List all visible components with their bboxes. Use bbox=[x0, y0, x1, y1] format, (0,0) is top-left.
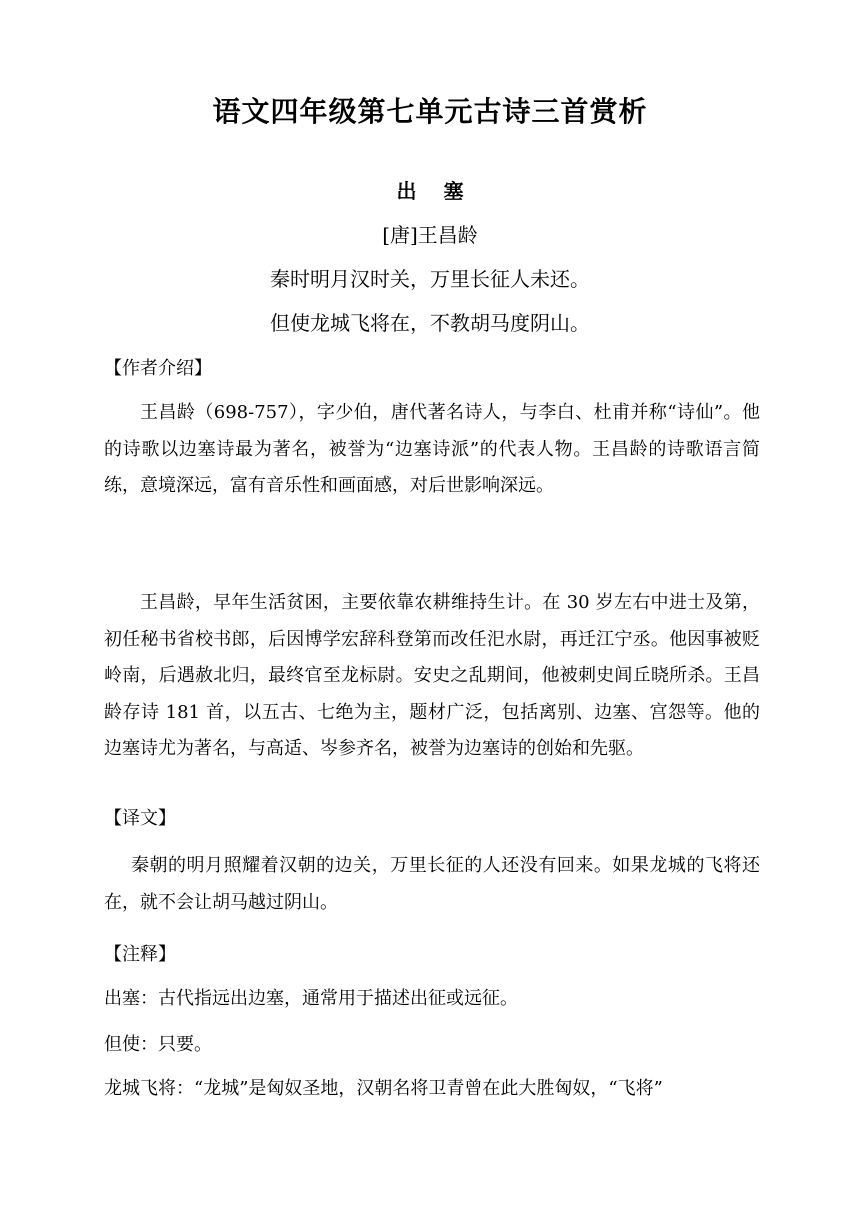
poem-author: [唐]王昌龄 bbox=[382, 223, 478, 247]
document-title: 语文四年级第七单元古诗三首赏析 bbox=[212, 95, 648, 128]
poem-line: 但使龙城飞将在，不教胡马度阴山。 bbox=[270, 311, 590, 335]
notes-heading: 【注释】 bbox=[104, 944, 176, 965]
note-item: 龙城飞将：“龙城”是匈奴圣地，汉朝名将卫青曾在此大胜匈奴，“飞将” bbox=[104, 1078, 663, 1099]
translation-heading: 【译文】 bbox=[104, 808, 176, 829]
author-intro-heading: 【作者介绍】 bbox=[104, 358, 212, 379]
poem-line: 秦时明月汉时关，万里长征人未还。 bbox=[270, 267, 590, 291]
author-intro-paragraph: 王昌龄（698-757），字少伯，唐代著名诗人，与李白、杜甫并称“诗仙”。他的诗歌以边塞诗最为著名，被誉为“边塞诗派”的代表人物。王昌龄的诗歌语言简练，意境深远，富有音乐性和画面感，对后世影响深远。 bbox=[104, 402, 760, 496]
author-intro-paragraph: 王昌龄，早年生活贫困，主要依靠农耕维持生计。在 30 岁左右中进士及第，初任秘书省校书郎，后因博学宏辞科登第而改任汜水尉，再迁江宁丞。他因事被贬岭南，后遇赦北归，最终官至龙标尉。安史之乱期间，他被刺史闾丘晓所杀。王昌龄存诗 181 首，以五古、七绝为主，题材广泛，包括离别、边塞、宫怨等。他的边塞诗尤为著名，与高适、岑参齐名，被誉为边塞诗的创始和先驱。 bbox=[104, 592, 760, 759]
note-item: 但使：只要。 bbox=[104, 1034, 212, 1055]
note-item: 出塞：古代指远出边塞，通常用于描述出征或远征。 bbox=[104, 988, 518, 1009]
poem-title: 出 塞 bbox=[396, 179, 474, 203]
translation-paragraph: 秦朝的明月照耀着汉朝的边关，万里长征的人还没有回来。如果龙城的飞将还在，就不会让胡马越过阴山。 bbox=[104, 855, 760, 913]
